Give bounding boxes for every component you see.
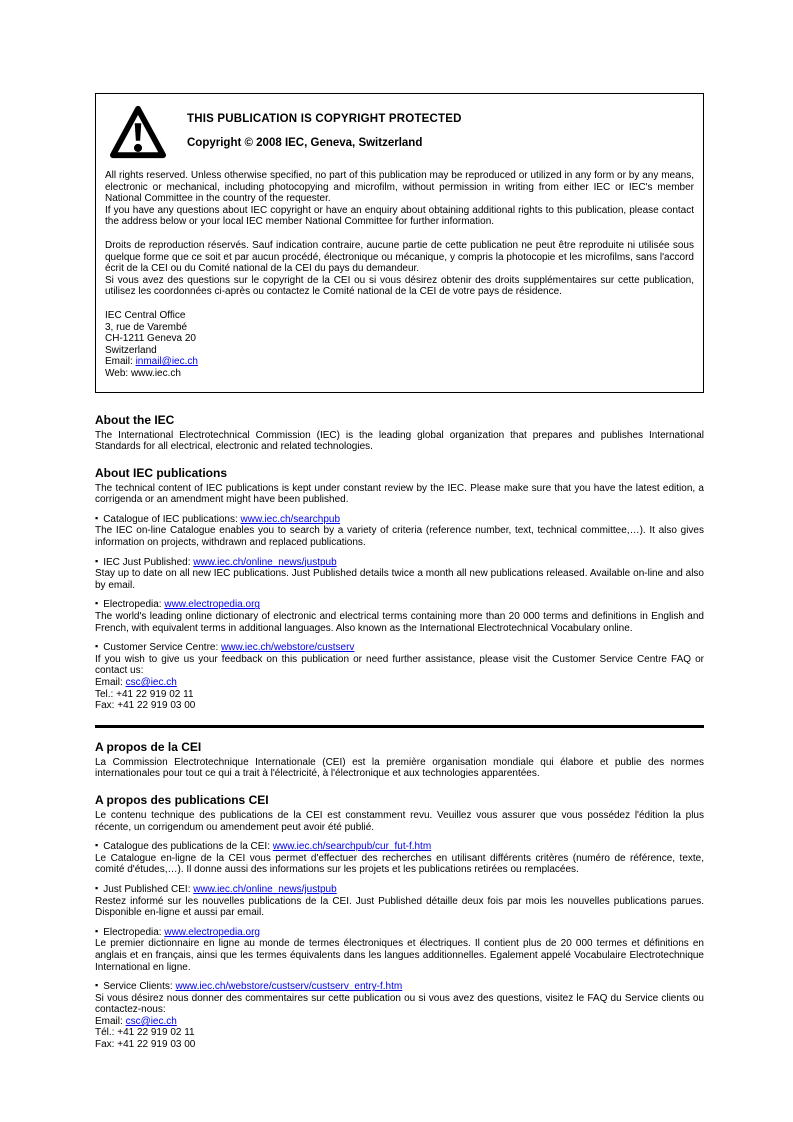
bullet-icon: ▪ xyxy=(95,641,99,652)
bullet-label: IEC Just Published: xyxy=(103,556,194,568)
bullet-desc: Stay up to date on all new IEC publications. Just Published details twice a month all new publications released. Available on-line and also by email. xyxy=(95,568,704,591)
bullet-icon: ▪ xyxy=(95,925,99,936)
bullet-line xyxy=(95,556,704,569)
publication-resource-item xyxy=(95,598,704,634)
custserv-link[interactable]: www.iec.ch/webstore/custserv xyxy=(221,642,355,654)
apropos-publications-intro: Le contenu technique des publications de la CEI est constamment revu. Veuillez vous assurer que vous possédez l'édition la plus récente, un corrigendum ou amendement peut avoir été publié. xyxy=(95,809,704,833)
bullet-line xyxy=(95,883,704,896)
bullet-desc: The IEC on-line Catalogue enables you to search by a variety of criteria (reference number, text, technical committee,…). It also gives information on projects, withdrawn and replaced publications. xyxy=(95,525,704,549)
electropedia-link[interactable]: www.electropedia.org xyxy=(164,599,260,611)
email-label: Email: xyxy=(95,1015,126,1027)
bullet-label: Catalogue des publications de la CEI: xyxy=(103,841,273,853)
bullet-icon: ▪ xyxy=(95,555,99,566)
section-heading-apropos-publications: A propos des publications CEI xyxy=(95,792,269,807)
contact-block-fr xyxy=(95,1016,704,1051)
searchpub-fr-link[interactable]: www.iec.ch/searchpub/cur_fut-f.htm xyxy=(272,841,432,853)
bullet-line xyxy=(95,980,704,993)
email-line xyxy=(95,1016,704,1028)
publication-resource-item xyxy=(95,641,704,677)
bullet-label: Electropedia: xyxy=(103,599,165,611)
bullet-desc: The world's leading online dictionary of electronic and electrical terms containing more than 20 000 terms and definitions in English and French, with equivalent terms in additional languages. Also known as the International Electrotechnical Vocabulary online. xyxy=(95,611,704,634)
csc-email-link[interactable]: csc@iec.ch xyxy=(125,677,177,688)
searchpub-link[interactable]: www.iec.ch/searchpub xyxy=(240,513,341,525)
bullet-desc: Si vous désirez nous donner des commentaires sur cette publication ou si vous avez des questions, visitez le FAQ du Service clients ou contactez-nous: xyxy=(95,992,704,1016)
email-label: Email: xyxy=(105,356,136,368)
inmail-email-link[interactable]: inmail@iec.ch xyxy=(135,356,198,368)
bullet-icon: ▪ xyxy=(95,980,99,991)
bullet-label: Service Clients: xyxy=(103,981,176,993)
copyright-text-fr-2: Si vous avez des questions sur le copyright de la CEI ou si vous désirez obtenir des droits supplémentaires sur cette publication, utilisez les coordonnées ci-après ou contactez le Comité national de la CEI de votre pays de résidence. xyxy=(105,274,694,298)
copyright-text-en xyxy=(105,170,694,228)
publication-resource-item xyxy=(95,513,704,549)
tel-line: Tél.: +41 22 919 02 11 xyxy=(95,1027,195,1039)
address-line: Switzerland xyxy=(105,344,157,356)
bullet-icon: ▪ xyxy=(95,598,99,609)
address-line: IEC Central Office xyxy=(105,309,186,321)
bullet-line xyxy=(95,926,704,939)
address-line: CH-1211 Geneva 20 xyxy=(105,333,196,345)
bullet-desc: If you wish to give us your feedback on this publication or need further assistance, please visit the Customer Service Centre FAQ or contact us: xyxy=(95,653,704,677)
copyright-box xyxy=(95,93,704,393)
copyright-subtitle: Copyright © 2008 IEC, Geneva, Switzerland xyxy=(187,137,423,149)
publication-resource-item xyxy=(95,556,704,592)
contact-block-en xyxy=(95,677,704,712)
email-label: Email: xyxy=(95,677,126,688)
bullet-label: Customer Service Centre: xyxy=(103,642,222,654)
justpub-fr-link[interactable]: www.iec.ch/online_news/justpub xyxy=(193,883,337,895)
section-heading-about-iec: About the IEC xyxy=(95,412,175,427)
bullet-icon: ▪ xyxy=(95,840,99,851)
warning-icon xyxy=(109,104,167,160)
email-line xyxy=(105,356,694,368)
copyright-title: THIS PUBLICATION IS COPYRIGHT PROTECTED xyxy=(187,113,462,125)
fax-line: Fax: +41 22 919 03 00 xyxy=(95,1039,196,1051)
about-publications-intro: The technical content of IEC publications is kept under constant review by the IEC. Please make sure that you have the latest edition, a corrigenda or an amendment might have been published. xyxy=(95,482,704,506)
publication-resource-item xyxy=(95,883,704,919)
iec-address xyxy=(105,310,694,380)
bullet-line xyxy=(95,513,704,526)
justpub-link[interactable]: www.iec.ch/online_news/justpub xyxy=(193,556,337,568)
copyright-text-fr-1: Droits de reproduction réservés. Sauf indication contraire, aucune partie de cette publication ne peut être reproduite ni utilisée sous quelque forme que ce soit et par aucun procédé, électronique ou mécanique, y compris la photocopie et les microfilms, sans l'accord écrit de la CEI ou du Comité national de la CEI du pays du demandeur. xyxy=(105,239,694,275)
apropos-cei-text: La Commission Electrotechnique Internationale (CEI) est la première organisation mondiale qui élabore et publie des normes internationales pour tout ce qui a trait à l'électricité, à l'électronique et aux technologies apparentées. xyxy=(95,756,704,780)
page-content xyxy=(95,93,704,1051)
bullet-line xyxy=(95,598,704,611)
divider-rule xyxy=(95,725,704,728)
bullet-desc: Le Catalogue en-ligne de la CEI vous permet d'effectuer des recherches en utilisant différents critères (numéro de référence, texte, comité d'études,…). Il donne aussi des informations sur les projets et les publications retirées ou remplacées. xyxy=(95,852,704,876)
bullet-desc: Restez informé sur les nouvelles publications de la CEI. Just Published détaille deux fois par mois les nouvelles publications parues. Disponible en-ligne et aussi par email. xyxy=(95,895,704,919)
bullet-icon: ▪ xyxy=(95,512,99,523)
copyright-text-en-1: All rights reserved. Unless otherwise specified, no part of this publication may be reproduced or utilized in any form or by any means, electronic or mechanical, including photocopying and microfilm, without permission in writing from either IEC or IEC's member National Committee in the country of the requester. xyxy=(105,170,694,205)
copyright-text-fr xyxy=(105,240,694,298)
bullet-label: Catalogue of IEC publications: xyxy=(103,513,241,525)
bullet-label: Electropedia: xyxy=(103,926,165,938)
custserv-fr-link[interactable]: www.iec.ch/webstore/custserv/custserv_entry-f.htm xyxy=(175,981,403,993)
web-line: Web: www.iec.ch xyxy=(105,367,181,379)
bullet-line xyxy=(95,840,704,853)
bullet-desc: Le premier dictionnaire en ligne au monde de termes électroniques et électriques. Il contient plus de 20 000 termes et définitions en anglais et en français, ainsi que les termes équivalents dans les langues additionnelles. Egalement appelé Vocabulaire Electrotechnique International en ligne. xyxy=(95,938,704,973)
publication-resource-item xyxy=(95,926,704,973)
copyright-text-en-2: If you have any questions about IEC copyright or have an enquiry about obtaining additional rights to this publication, please contact the address below or your local IEC member National Committee for further information. xyxy=(105,204,694,228)
section-heading-about-publications: About IEC publications xyxy=(95,465,227,480)
fax-line: Fax: +41 22 919 03 00 xyxy=(95,700,196,712)
copyright-box-header xyxy=(109,104,694,160)
csc-email-link-fr[interactable]: csc@iec.ch xyxy=(125,1015,177,1027)
copyright-box-titles xyxy=(187,104,462,149)
electropedia-fr-link[interactable]: www.electropedia.org xyxy=(164,926,260,938)
tel-line: Tel.: +41 22 919 02 11 xyxy=(95,688,194,700)
address-line: 3, rue de Varembé xyxy=(105,321,188,333)
publication-resource-item xyxy=(95,980,704,1016)
publication-resource-item xyxy=(95,840,704,876)
bullet-line xyxy=(95,641,704,654)
about-iec-text: The International Electrotechnical Commission (IEC) is the leading global organization that prepares and publishes International Standards for all electrical, electronic and related technologies. xyxy=(95,429,704,453)
bullet-icon: ▪ xyxy=(95,882,99,893)
email-line xyxy=(95,677,704,689)
bullet-label: Just Published CEI: xyxy=(103,883,194,895)
section-heading-apropos-cei: A propos de la CEI xyxy=(95,739,202,754)
